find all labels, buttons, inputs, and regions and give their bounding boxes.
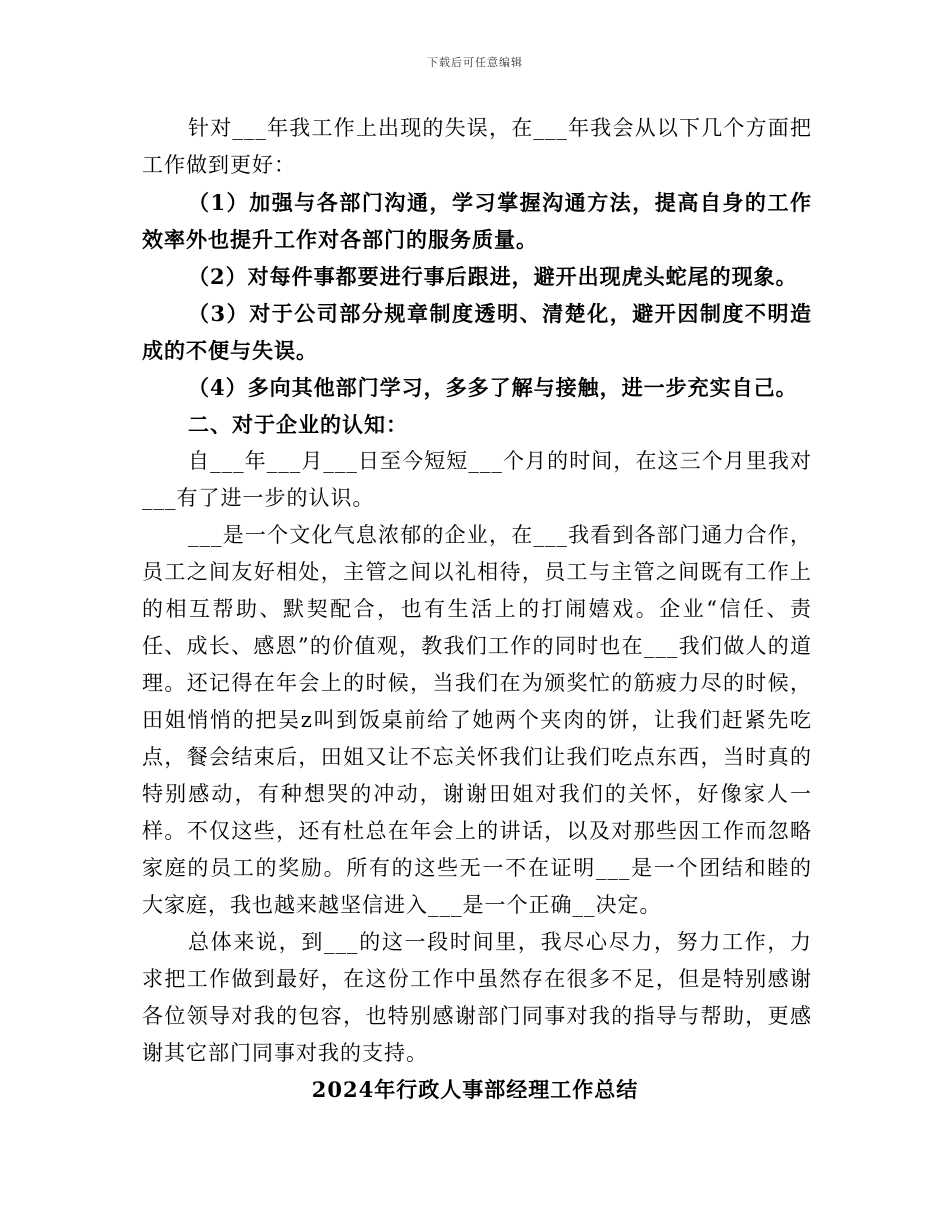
paragraph-item-3: （3）对于公司部分规章制度透明、清楚化，避开因制度不明造成的不便与失误。 [142,301,812,363]
paragraph-period: 自___年___月___日至今短短___个月的时间，在这三个月里我对___有了进一步的认识。 [142,449,812,510]
paragraph-item-2: （2）对每件事都要进行事后跟进，避开出现虎头蛇尾的现象。 [188,264,798,289]
paragraph-summary: 总体来说，到___的这一段时间里，我尽心尽力，努力工作，力求把工作做到最好，在这份工作中虽然存在很多不足，但是特别感谢各位领导对我的包容，也特别感谢部门同事对我的指导与帮助，更感谢其它部门同事对我的支持。 [142,930,812,1065]
paragraph-improvement-intro: 针对___年我工作上出现的失误，在___年我会从以下几个方面把工作做到更好： [142,116,812,177]
document-title: 2024年行政人事部经理工作总结 [311,1077,639,1102]
document-body [142,110,812,1072]
download-note: 下载后可任意编辑 [427,56,523,69]
paragraph-culture: ___是一个文化气息浓郁的企业，在___我看到各部门通力合作，员工之间友好相处，主管之间以礼相待，员工与主管之间既有工作上的相互帮助、默契配合，也有生活上的打闹嬉戏。企业“信任、责任、成长、感恩”的价值观，教我们工作的同时也在___我们做人的道理。还记得在年会上的时候，当我们在为颁奖忙的筋疲力尽的时候，田姐悄悄的把吴z叫到饭桌前给了她两个夹肉的饼，让我们赶紧先吃点，餐会结束后，田姐又让不忘关怀我们让我们吃点东西，当时真的特别感动，有种想哭的冲动，谢谢田姐对我们的关怀，好像家人一样。不仅这些，还有杜总在年会上的讲话，以及对那些因工作而忽略家庭的员工的奖励。所有的这些无一不在证明___是一个团结和睦的大家庭，我也越来越坚信进入___是一个正确__决定。 [142,523,812,917]
paragraph-item-1: （1）加强与各部门沟通，学习掌握沟通方法，提高自身的工作效率外也提升工作对各部门的服务质量。 [142,190,812,252]
section-heading-enterprise: 二、对于企业的认知： [188,412,408,437]
paragraph-item-4: （4）多向其他部门学习，多多了解与接触，进一步充实自己。 [188,375,798,400]
